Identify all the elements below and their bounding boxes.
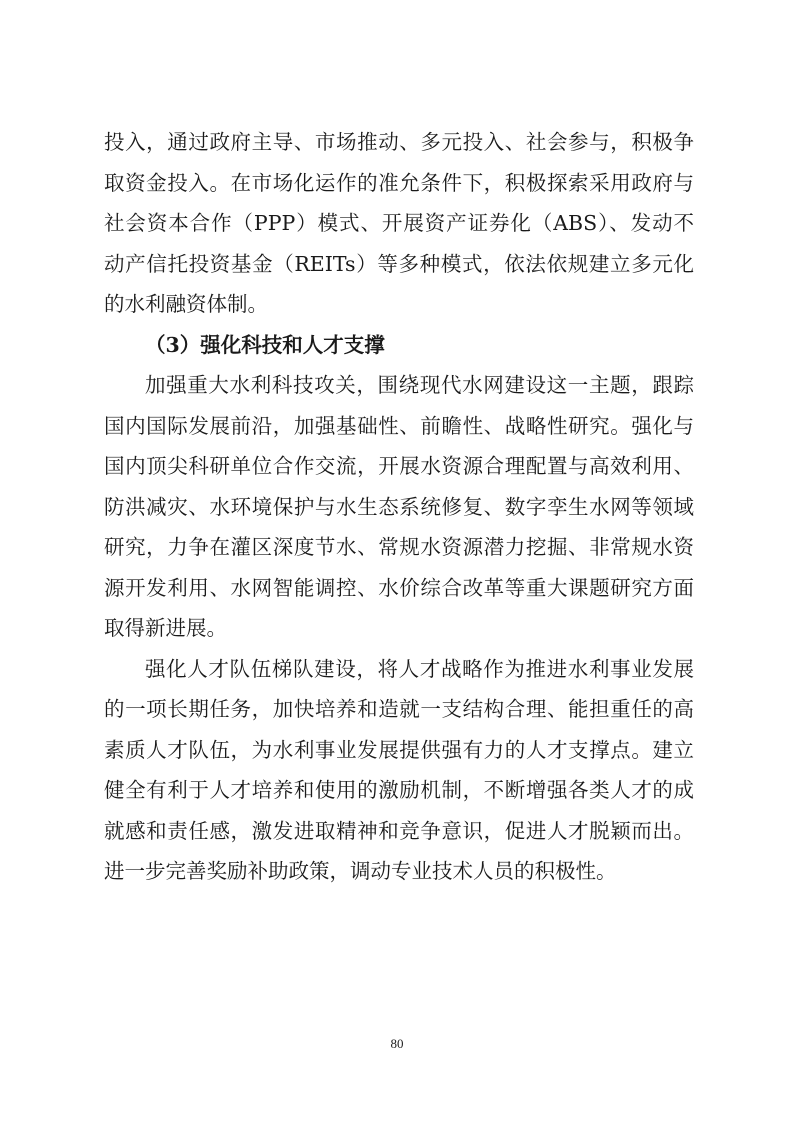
text-line: 投入，通过政府主导、市场推动、多元投入、社会参与，积极争 bbox=[104, 130, 694, 154]
text-line: 防洪减灾、水环境保护与水生态系统修复、数字孪生水网等领域 bbox=[104, 494, 694, 519]
text-line: 社会资本合作（PPP）模式、开展资产证券化（ABS）、发动不 bbox=[104, 211, 694, 235]
paragraph-talent bbox=[104, 649, 694, 892]
text-line: 取得新进展。 bbox=[104, 616, 227, 640]
text-line: 进一步完善奖励补助政策，调动专业技术人员的积极性。 bbox=[104, 859, 617, 883]
paragraph-technology bbox=[104, 365, 694, 649]
text-line: 的水利融资体制。 bbox=[104, 292, 268, 316]
text-line: 动产信托投资基金（REITs）等多种模式，依法依规建立多元化 bbox=[104, 251, 694, 276]
text-line: 国内国际发展前沿，加强基础性、前瞻性、战略性研究。强化与 bbox=[104, 413, 694, 438]
text-line: 国内顶尖科研单位合作交流，开展水资源合理配置与高效利用、 bbox=[104, 454, 694, 478]
text-line: 源开发利用、水网智能调控、水价综合改革等重大课题研究方面 bbox=[104, 575, 694, 600]
text-line: 取资金投入。在市场化运作的准允条件下，积极探索采用政府与 bbox=[104, 170, 694, 195]
text-line: 就感和责任感，激发进取精神和竞争意识，促进人才脱颖而出。 bbox=[104, 818, 694, 843]
paragraph-funding bbox=[104, 122, 694, 325]
text-line: 的一项长期任务，加快培养和造就一支结构合理、能担重任的高 bbox=[104, 697, 694, 721]
text-line: 加强重大水利科技攻关，围绕现代水网建设这一主题，跟踪 bbox=[145, 373, 694, 397]
section-heading: （3）强化科技和人才支撑 bbox=[145, 332, 385, 357]
text-line: 强化人才队伍梯队建设，将人才战略作为推进水利事业发展 bbox=[145, 656, 694, 681]
text-line: 研究，力争在灌区深度节水、常规水资源潜力挖掘、非常规水资 bbox=[104, 535, 694, 559]
page-number: 80 bbox=[390, 1036, 404, 1051]
text-line: 素质人才队伍，为水利事业发展提供强有力的人才支撑点。建立 bbox=[104, 737, 694, 762]
body-text bbox=[104, 122, 694, 892]
text-line: 健全有利于人才培养和使用的激励机制，不断增强各类人才的成 bbox=[104, 778, 694, 802]
